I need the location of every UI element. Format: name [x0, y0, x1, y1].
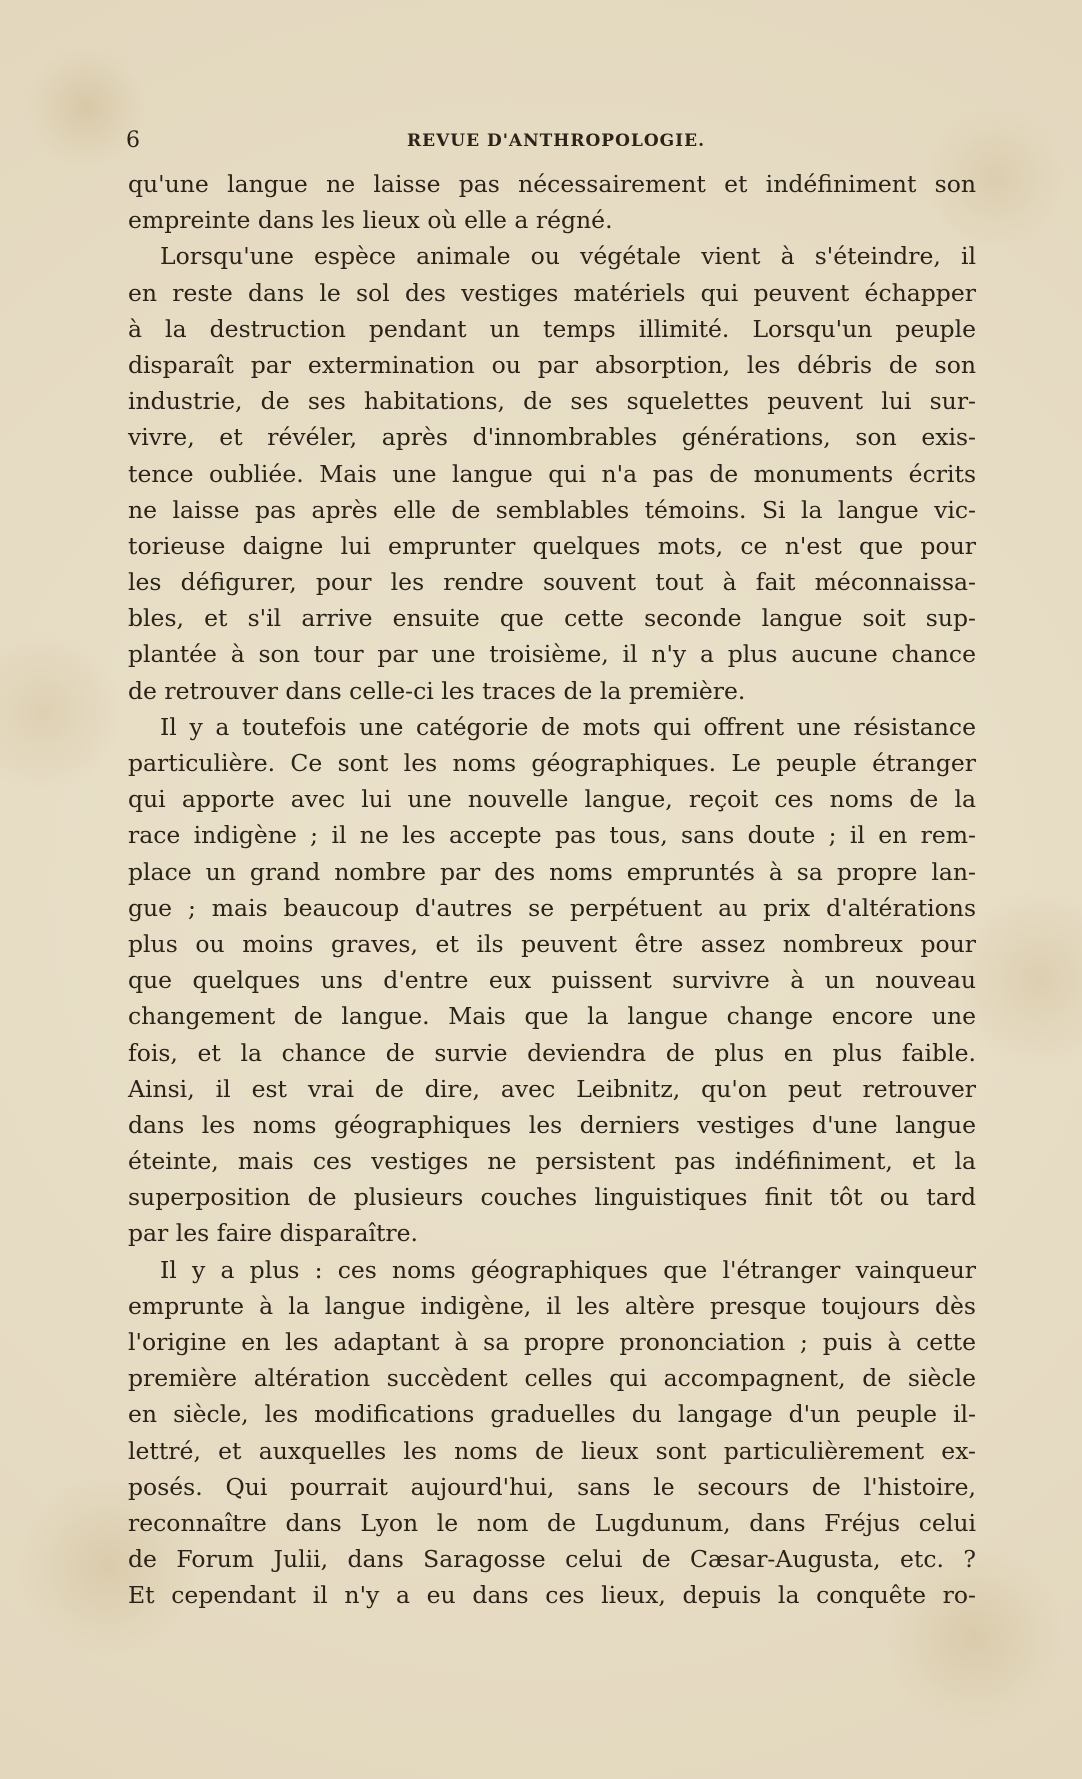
text-line: qui apporte avec lui une nouvelle langue, reçoit ces noms de la: [128, 785, 976, 814]
text-line: Il y a plus : ces noms géographiques que l'étranger vainqueur: [160, 1255, 976, 1284]
text-line: à la destruction pendant un temps illimité. Lorsqu'un peuple: [128, 314, 976, 343]
text-line: Il y a toutefois une catégorie de mots qui offrent une résistance: [160, 712, 976, 741]
text-line: qu'une langue ne laisse pas nécessairement et indéfiniment son: [128, 170, 976, 198]
text-line: superposition de plusieurs couches linguistiques finit tôt ou tard: [128, 1183, 976, 1212]
running-title: REVUE D'ANTHROPOLOGIE.: [406, 131, 705, 151]
text-line: particulière. Ce sont les noms géographiques. Le peuple étranger: [128, 749, 976, 777]
text-line: éteinte, mais ces vestiges ne persistent pas indéfiniment, et la: [128, 1147, 976, 1176]
text-line: reconnaître dans Lyon le nom de Lugdunum, dans Fréjus celui: [128, 1508, 976, 1537]
text-line: de Forum Julii, dans Saragosse celui de Cæsar-Augusta, etc. ?: [128, 1545, 976, 1574]
text-line: lettré, et auxquelles les noms de lieux sont particulièrement ex-: [128, 1436, 976, 1465]
text-line: plus ou moins graves, et ils peuvent être assez nombreux pour: [128, 929, 976, 958]
text-line: tence oubliée. Mais une langue qui n'a pas de monuments écrits: [128, 459, 976, 488]
text-line: Ainsi, il est vrai de dire, avec Leibnitz, qu'on peut retrouver: [128, 1074, 976, 1103]
text-line: industrie, de ses habitations, de ses squelettes peuvent lui sur-: [128, 387, 976, 416]
text-line: première altération succèdent celles qui accompagnent, de siècle: [128, 1364, 976, 1393]
text-line: place un grand nombre par des noms empruntés à sa propre lan-: [128, 857, 976, 886]
text-line: changement de langue. Mais que la langue change encore une: [128, 1002, 976, 1031]
text-line: gue ; mais beaucoup d'autres se perpétuent au prix d'altérations: [128, 893, 976, 922]
text-line: disparaît par extermination ou par absorption, les débris de son: [128, 350, 976, 379]
text-line: l'origine en les adaptant à sa propre prononciation ; puis à cette: [128, 1328, 976, 1356]
text-line: en siècle, les modifications graduelles du langage d'un peuple il-: [128, 1400, 976, 1429]
text-line: par les faire disparaître.: [128, 1219, 419, 1248]
text-line: dans les noms géographiques les derniers vestiges d'une langue: [128, 1110, 976, 1139]
text-line: fois, et la chance de survie deviendra de plus en plus faible.: [128, 1038, 976, 1067]
text-line: race indigène ; il ne les accepte pas tous, sans doute ; il en rem-: [128, 821, 976, 850]
text-line: Lorsqu'une espèce animale ou végétale vient à s'éteindre, il: [160, 242, 976, 271]
page-header: [126, 128, 986, 156]
text-line: plantée à son tour par une troisième, il n'y a plus aucune chance: [128, 640, 976, 669]
text-line: de retrouver dans celle-ci les traces de la première.: [128, 676, 746, 705]
text-line: emprunte à la langue indigène, il les altère presque toujours dès: [128, 1291, 976, 1320]
body-text: [128, 166, 976, 1614]
text-line: torieuse daigne lui emprunter quelques mots, ce n'est que pour: [128, 531, 976, 560]
text-line: vivre, et révéler, après d'innombrables générations, son exis-: [128, 423, 976, 452]
text-line: que quelques uns d'entre eux puissent survivre à un nouveau: [128, 966, 976, 995]
text-line: Et cependant il n'y a eu dans ces lieux, depuis la conquête ro-: [128, 1581, 976, 1610]
page-number: 6: [126, 128, 140, 153]
text-line: ne laisse pas après elle de semblables témoins. Si la langue vic-: [128, 495, 976, 524]
text-line: en reste dans le sol des vestiges matériels qui peuvent échapper: [128, 278, 976, 307]
text-line: empreinte dans les lieux où elle a régné.: [128, 206, 613, 235]
text-line: bles, et s'il arrive ensuite que cette seconde langue soit sup-: [128, 604, 976, 633]
text-line: posés. Qui pourrait aujourd'hui, sans le secours de l'histoire,: [128, 1472, 976, 1501]
text-line: les défigurer, pour les rendre souvent tout à fait méconnaissa-: [128, 568, 976, 597]
